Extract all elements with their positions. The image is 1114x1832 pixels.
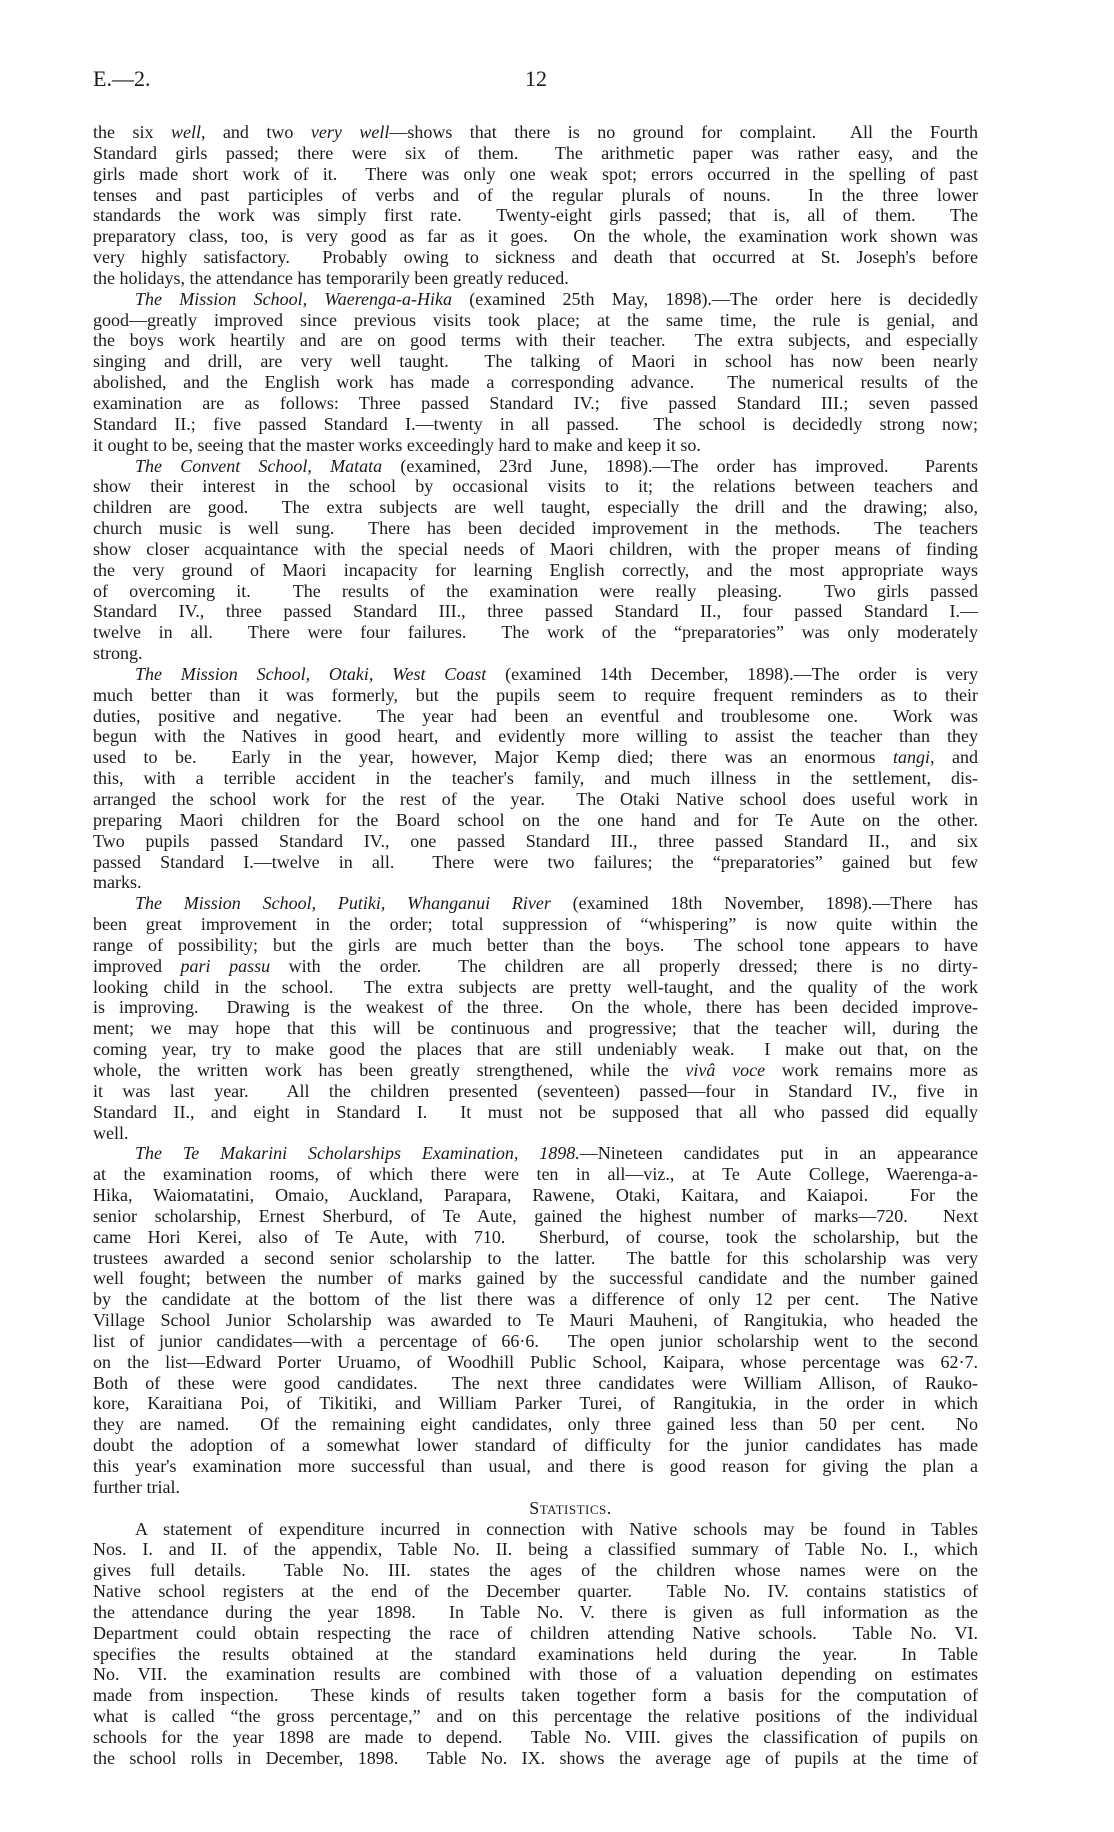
text-line <box>93 456 978 477</box>
text-line <box>93 1539 978 1560</box>
text-line <box>93 706 978 727</box>
text-line <box>93 1227 978 1248</box>
text-run: Nos. I. and II. of the appendix, Table No. II. being a classified summary of Table No. I., which <box>93 1539 978 1560</box>
text-line <box>93 852 978 873</box>
document-body <box>93 122 978 1769</box>
text-run: came Hori Kerei, also of Te Aute, with 710. Sherburd, of course, took the scholarship, but the <box>93 1226 978 1247</box>
text-line <box>93 768 978 789</box>
text-line <box>93 1018 978 1039</box>
text-run: arranged the school work for the rest of the year. The Otaki Native school does useful work in <box>93 789 978 809</box>
text-run: duties, positive and negative. The year had been an eventful and troublesome one. Work was <box>93 705 978 726</box>
text-line <box>93 1081 978 1102</box>
text-run: senior scholarship, Ernest Sherburd, of Te Aute, gained the highest number of marks—720. Next <box>93 1205 978 1226</box>
text-run: (examined 25th May, 1898).—The order here is decidedly <box>452 288 978 309</box>
text-run: Village School Junior Scholarship was awarded to Te Mauri Mauheni, of Rangitukia, who headed the <box>93 1310 978 1331</box>
text-line <box>93 1477 978 1498</box>
text-line <box>93 601 978 622</box>
text-line <box>93 435 978 456</box>
text-line <box>93 1685 978 1706</box>
text-line <box>93 1623 978 1644</box>
text-line <box>93 1748 978 1769</box>
text-line <box>93 1727 978 1748</box>
text-run: ment; we may hope that this will be continuous and progressive; that the teacher will, during the <box>93 1018 978 1039</box>
text-run: the six <box>93 122 171 142</box>
text-run: tenses and past participles of verbs and of the regular plurals of nouns. In the three lower <box>93 184 978 205</box>
text-run: the school rolls in December, 1898. Table No. IX. shows the average age of pupils at the time of <box>93 1747 978 1768</box>
paragraph <box>93 893 978 1143</box>
text-run: specifies the results obtained at the standard examinations held during the year. In Table <box>93 1643 978 1664</box>
text-run: work remains more as <box>765 1059 979 1080</box>
text-line <box>93 831 978 852</box>
text-line <box>93 372 978 393</box>
text-run: doubt the adoption of a somewhat lower standard of difficulty for the junior candidates has made <box>93 1435 978 1456</box>
text-run: show their interest in the school by occasional visits to it; the relations between teachers and <box>93 476 978 497</box>
text-run: examination are as follows: Three passed Standard IV.; five passed Standard III.; seven passed <box>93 392 978 413</box>
text-run: twelve in all. There were four failures. The work of the “preparatories” was only moderately <box>93 622 978 643</box>
text-run: girls made short work of it. There was only one weak spot; errors occurred in the spelling of past <box>93 163 978 184</box>
text-line <box>93 560 978 581</box>
text-line <box>93 1310 978 1331</box>
text-run: standards the work was simply first rate. Twenty-eight girls passed; that is, all of them. The <box>93 205 978 226</box>
text-line <box>93 726 978 747</box>
text-run: singing and drill, are very well taught. The talking of Maori in school has now been nearly <box>93 351 978 372</box>
text-run: the attendance during the year 1898. In Table No. V. there is given as full information as the <box>93 1601 978 1622</box>
text-line <box>93 997 978 1018</box>
text-run: show closer acquaintance with the special needs of Maori children, with the proper means of finding <box>93 538 978 559</box>
section-heading: Statistics. <box>529 1497 612 1518</box>
text-run: good—greatly improved since previous visits took place; at the same time, the rule is genial, and <box>93 309 978 330</box>
italic-text-run: The Convent School, Matata <box>135 455 383 476</box>
text-line <box>93 1331 978 1352</box>
text-line <box>93 935 978 956</box>
text-line <box>93 497 978 518</box>
text-line <box>93 1581 978 1602</box>
text-run: of overcoming it. The results of the examination were really pleasing. Two girls passed <box>93 580 978 601</box>
document-reference: E.—2. <box>93 66 151 91</box>
text-run: looking child in the school. The extra subjects are pretty well-taught, and the quality of the work <box>93 976 978 997</box>
text-run: passed Standard I.—twelve in all. There were two failures; the “preparatories” gained but few <box>93 851 978 872</box>
paragraph <box>93 664 978 893</box>
text-line <box>93 622 978 643</box>
text-run: (examined, 23rd June, 1898).—The order has improved. Parents <box>382 455 978 476</box>
text-run: well fought; between the number of marks gained by the successful candidate and the number gained <box>93 1268 978 1289</box>
text-line <box>93 810 978 831</box>
text-run: with the order. The children are all properly dressed; there is no dirty- <box>270 955 978 976</box>
text-line <box>93 1373 978 1394</box>
text-run: very highly satisfactory. Probably owing to sickness and death that occurred at St. Joseph's before <box>93 247 978 268</box>
text-line <box>93 914 978 935</box>
text-line <box>93 893 978 914</box>
italic-text-run: The Te Makarini Scholarships Examination, 1898. <box>135 1143 580 1164</box>
text-run: Standard IV., three passed Standard III., three passed Standard II., four passed Standard I.— <box>93 601 978 622</box>
text-run: coming year, try to make good the places that are still undeniably weak. I make out that, on the <box>93 1039 978 1060</box>
text-line <box>93 1602 978 1623</box>
italic-text-run: The Mission School, Otaki, West Coast <box>135 663 487 684</box>
text-run: preparing Maori children for the Board school on the one hand and for Te Aute on the other. <box>93 809 978 830</box>
text-line <box>93 226 978 247</box>
text-line <box>93 1664 978 1685</box>
text-run: Two pupils passed Standard IV., one passed Standard III., three passed Standard II., and six <box>93 830 978 851</box>
text-run: whole, the written work has been greatly strengthened, while the <box>93 1059 686 1080</box>
text-run: further trial. <box>93 1476 180 1497</box>
text-line <box>93 1185 978 1206</box>
text-run: (examined 14th December, 1898).—The order is very <box>486 663 979 684</box>
text-line <box>93 310 978 331</box>
text-run: is improving. Drawing is the weakest of the three. On the whole, there has been decided improve- <box>93 997 978 1018</box>
text-run: Department could obtain respecting the race of children attending Native schools. Table No. VI. <box>93 1622 978 1643</box>
text-run: it ought to be, seeing that the master works exceedingly hard to make and keep it so. <box>93 434 701 455</box>
text-run: , and two <box>200 122 311 142</box>
text-line <box>93 122 978 143</box>
text-run: the boys work heartily and are on good terms with their teacher. The extra subjects, and especially <box>93 330 978 351</box>
italic-text-run: The Mission School, Putiki, Whanganui River <box>135 893 551 914</box>
paragraph <box>93 1519 978 1769</box>
text-run: (examined 18th November, 1898).—There has <box>550 893 978 914</box>
text-run: begun with the Natives in good heart, and evidently more willing to assist the teacher than they <box>93 726 978 747</box>
paragraph <box>93 1143 978 1497</box>
text-run: church music is well sung. There has been decided improvement in the methods. The teachers <box>93 518 978 539</box>
text-run: this, with a terrible accident in the teacher's family, and much illness in the settlement, dis- <box>93 768 978 789</box>
text-line <box>93 1393 978 1414</box>
text-run: schools for the year 1898 are made to depend. Table No. VIII. gives the classification of pupils on <box>93 1726 978 1747</box>
text-line <box>93 1248 978 1269</box>
text-run: Standard II.; five passed Standard I.—twenty in all passed. The school is decidedly strong now; <box>93 413 978 434</box>
text-line <box>93 1102 978 1123</box>
text-line <box>93 414 978 435</box>
text-line <box>93 185 978 206</box>
text-run: range of possibility; but the girls are much better than the boys. The school tone appears to have <box>93 934 978 955</box>
text-line <box>93 1268 978 1289</box>
text-run: this year's examination more successful than usual, and there is good reason for giving the plan a <box>93 1456 978 1476</box>
text-line <box>93 143 978 164</box>
text-line <box>93 1164 978 1185</box>
text-line <box>93 1706 978 1727</box>
italic-text-run: The Mission School, Waerenga-a-Hika <box>135 288 452 309</box>
text-run: on the list—Edward Porter Uruamo, of Woodhill Public School, Kaipara, whose percentage was 62·7. <box>93 1351 978 1372</box>
text-line <box>93 685 978 706</box>
text-line <box>93 1560 978 1581</box>
text-line <box>93 539 978 560</box>
text-line <box>93 164 978 185</box>
text-line <box>93 872 978 893</box>
text-run: gives full details. Table No. III. states the ages of the children whose names were on the <box>93 1560 978 1581</box>
text-run: , and <box>930 747 978 768</box>
text-line <box>93 1039 978 1060</box>
text-line <box>93 1644 978 1665</box>
text-line <box>93 789 978 810</box>
text-line <box>93 977 978 998</box>
text-line <box>93 1060 978 1081</box>
italic-text-run: vivâ voce <box>685 1059 766 1080</box>
text-run: Hika, Waiomatatini, Omaio, Auckland, Parapara, Rawene, Otaki, Kaitara, and Kaiapoi. For the <box>93 1185 978 1206</box>
text-run: the holidays, the attendance has temporarily been greatly reduced. <box>93 267 569 288</box>
text-line <box>93 393 978 414</box>
text-run: —Nineteen candidates put in an appearance <box>579 1143 978 1164</box>
text-run: what is called “the gross percentage,” and on this percentage the relative positions of the individual <box>93 1706 978 1727</box>
italic-text-run: very well <box>310 122 390 142</box>
text-line <box>93 1206 978 1227</box>
text-line <box>93 1456 978 1477</box>
text-run: kore, Karaitiana Poi, of Tikitiki, and William Parker Turei, of Rangitukia, in the order in which <box>93 1393 978 1414</box>
text-line <box>93 1435 978 1456</box>
text-line <box>93 1123 978 1144</box>
text-run: Both of these were good candidates. The next three candidates were William Allison, of Rauko- <box>93 1372 978 1393</box>
text-run: been great improvement in the order; total suppression of “whispering” is now quite within the <box>93 914 978 935</box>
text-line <box>93 330 978 351</box>
text-run: it was last year. All the children presented (seventeen) passed—four in Standard IV., five in <box>93 1080 978 1101</box>
text-run: list of junior candidates—with a percentage of 66·6. The open junior scholarship went to the second <box>93 1330 978 1351</box>
text-line <box>93 1414 978 1435</box>
text-run: No. VII. the examination results are combined with those of a valuation depending on estimates <box>93 1664 978 1685</box>
text-run: abolished, and the English work has made a corresponding advance. The numerical results of the <box>93 372 978 393</box>
text-line <box>93 664 978 685</box>
paragraph <box>93 289 978 456</box>
italic-text-run: tangi <box>892 747 930 768</box>
paragraph <box>93 122 978 289</box>
text-run: Standard II., and eight in Standard I. It must not be supposed that all who passed did equally <box>93 1101 978 1122</box>
text-run: by the candidate at the bottom of the list there was a difference of only 12 per cent. The Native <box>93 1289 978 1310</box>
text-line <box>93 518 978 539</box>
text-run: much better than it was formerly, but the pupils seem to require frequent reminders as to their <box>93 684 978 705</box>
text-line <box>93 1143 978 1164</box>
page-header <box>93 66 978 96</box>
text-line <box>93 581 978 602</box>
text-line <box>93 205 978 226</box>
text-run: Standard girls passed; there were six of them. The arithmetic paper was rather easy, and the <box>93 142 978 163</box>
text-run: —shows that there is no ground for complaint. All the Fourth <box>389 122 978 142</box>
text-line <box>93 747 978 768</box>
text-run: the very ground of Maori incapacity for learning English correctly, and the most appropriate ways <box>93 559 978 580</box>
text-line <box>93 643 978 664</box>
text-line <box>93 247 978 268</box>
text-line <box>93 1289 978 1310</box>
text-run: made from inspection. These kinds of results taken together form a basis for the computation of <box>93 1685 978 1706</box>
text-line <box>93 956 978 977</box>
text-run: trustees awarded a second senior scholarship to the latter. The battle for this scholarship was very <box>93 1247 978 1268</box>
text-run: improved <box>93 955 181 976</box>
text-run: Native school registers at the end of the December quarter. Table No. IV. contains statistics of <box>93 1581 978 1602</box>
italic-text-run: well <box>170 122 201 142</box>
text-run: at the examination rooms, of which there were ten in all—viz., at Te Aute College, Waerenga-a- <box>93 1164 978 1185</box>
text-run: they are named. Of the remaining eight candidates, only three gained less than 50 per cent. No <box>93 1414 978 1435</box>
text-run: preparatory class, too, is very good as far as it goes. On the whole, the examination work shown was <box>93 226 978 247</box>
page-number: 12 <box>525 66 547 91</box>
text-run: strong. <box>93 643 143 664</box>
text-run: well. <box>93 1122 129 1143</box>
text-line <box>93 1352 978 1373</box>
text-run: A statement of expenditure incurred in connection with Native schools may be found in Tables <box>135 1518 978 1539</box>
paragraph <box>93 456 978 664</box>
text-run: marks. <box>93 872 142 893</box>
text-line <box>93 351 978 372</box>
text-line <box>93 289 978 310</box>
text-line <box>93 476 978 497</box>
text-run: used to be. Early in the year, however, Major Kemp died; there was an enormous <box>93 747 893 768</box>
text-line <box>93 1519 978 1540</box>
text-run: children are good. The extra subjects are well taught, especially the drill and the drawing; also, <box>93 497 978 518</box>
text-line <box>93 268 978 289</box>
italic-text-run: pari passu <box>180 955 271 976</box>
